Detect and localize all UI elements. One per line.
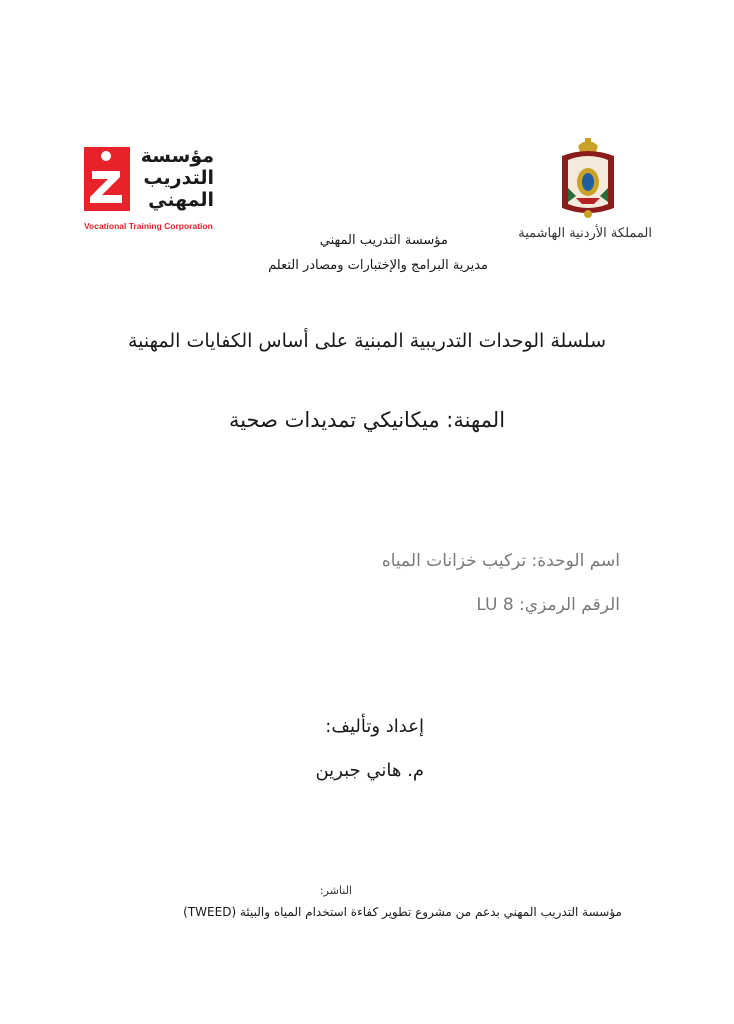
coat-of-arms-caption: المملكة الأردنية الهاشمية — [518, 226, 652, 241]
vtc-logo-line-2: التدريب — [143, 167, 214, 189]
author-name: م. هاني جبرين — [315, 760, 424, 781]
coat-of-arms-emblem-icon — [556, 138, 620, 222]
vtc-logo-mark-icon — [84, 147, 130, 211]
vtc-logo-line-1: مؤسسة — [140, 145, 214, 167]
vtc-logo-english-name: Vocational Training Corporation — [84, 221, 213, 231]
vtc-logo-line-3: المهني — [148, 189, 214, 211]
series-title: سلسلة الوحدات التدريبية المبنية على أساس الكفايات المهنية — [127, 330, 607, 352]
unit-name: اسم الوحدة: تركيب خزانات المياه — [381, 551, 620, 571]
unit-code: الرقم الرمزي: 8 LU — [476, 595, 620, 615]
publisher-text: مؤسسة التدريب المهني بدعم من مشروع تطوير كفاءة استخدام المياه والبيئة (TWEED) — [183, 905, 622, 919]
vtc-logo — [84, 147, 214, 233]
publisher-label: الناشر: — [319, 884, 352, 897]
coat-of-arms — [520, 138, 652, 250]
directorate-name: مديرية البرامج والإختبارات ومصادر التعلم — [268, 258, 488, 273]
authorship-label: إعداد وتأليف: — [325, 716, 424, 737]
organization-name: مؤسسة التدريب المهني — [319, 233, 448, 248]
profession-title: المهنة: ميكانيكي تمديدات صحية — [228, 408, 506, 432]
